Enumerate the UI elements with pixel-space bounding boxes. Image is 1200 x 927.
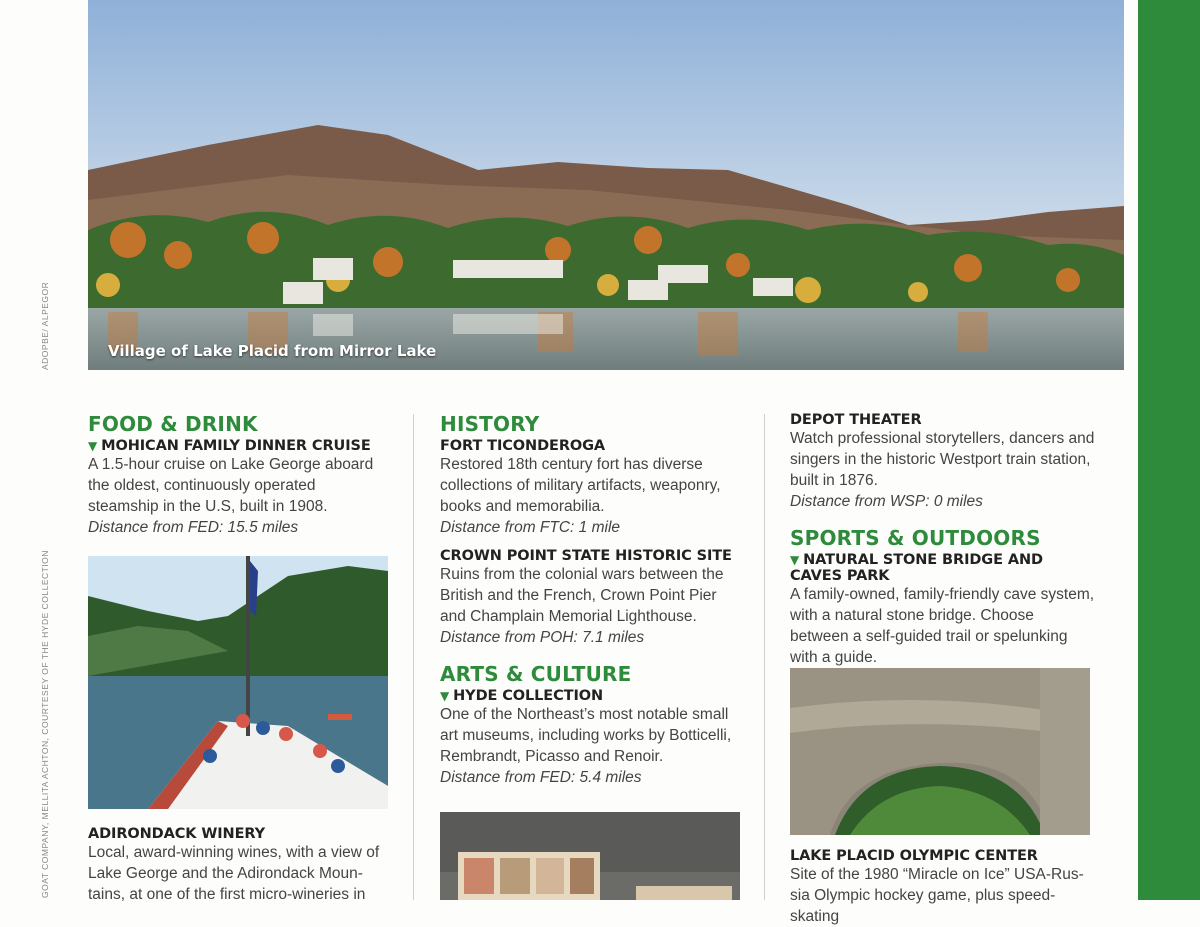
item-title: ADIRONDACK WINERY (88, 826, 266, 842)
column-food-drink (88, 412, 388, 538)
item-description: A family-owned, family-friendly cave system, with a natural stone bridge. Choose between a self-guided trail or spelunking with a guide. (790, 586, 1095, 666)
stone-bridge-cave-photo (790, 668, 1090, 835)
item-title: LAKE PLACID OLYMPIC CENTER (790, 848, 1038, 864)
column-divider (764, 414, 765, 900)
section-heading: FOOD & DRINK (88, 412, 258, 436)
photo-credit-top: ADOPBE/ ALPEGOR (40, 281, 50, 370)
item-description: One of the Northeast’s most notable small art museums, including works by Botticelli, Rembrandt, Picasso and Renoir. (440, 706, 732, 765)
item-title: FORT TICONDEROGA (440, 438, 606, 454)
green-side-bar (1138, 0, 1200, 900)
triangle-bullet-icon: ▼ (88, 439, 98, 453)
item-description: Restored 18th century fort has diverse collections of military artifacts, weaponry, books and memorabilia. (440, 456, 721, 515)
item-title: CROWN POINT STATE HISTORIC SITE (440, 548, 732, 564)
hyde-collection-photo (440, 812, 740, 900)
column-history (440, 412, 740, 788)
section-heading: SPORTS & OUTDOORS (790, 526, 1041, 550)
column-divider (413, 414, 414, 900)
item-title: ▼ MOHICAN FAMILY DINNER CRUISE (88, 438, 371, 454)
column-depot-sports (790, 412, 1095, 689)
item-distance: Distance from WSP: 0 miles (790, 493, 983, 510)
triangle-bullet-icon: ▼ (790, 553, 800, 567)
hero-photo-lake-placid (88, 0, 1124, 370)
triangle-bullet-icon: ▼ (440, 689, 450, 703)
adirondack-winery-block (88, 826, 388, 905)
item-title: ▼ NATURAL STONE BRIDGE AND CAVES PARK (790, 552, 1043, 584)
item-description: Watch professional storytellers, dancers and singers in the historic Westport train station, built in 1876. (790, 430, 1095, 489)
section-heading: ARTS & CULTURE (440, 662, 632, 686)
item-description: Site of the 1980 “Miracle on Ice” USA-Rus-sia Olympic hockey game, plus speed-skating (790, 866, 1084, 925)
section-heading: HISTORY (440, 412, 540, 436)
olympic-center-block (790, 848, 1095, 927)
photo-credit-bottom: GOAT COMPANY, MELLITA ACHTON, COURTESEY OF THE HYDE COLLECTION (40, 550, 50, 898)
item-description: A 1.5-hour cruise on Lake George aboard the oldest, continuously operated steamship in the U.S, built in 1908. (88, 456, 374, 515)
item-description: Local, award-winning wines, with a view of Lake George and the Adirondack Moun-tains, at one of the first micro-wineries in (88, 844, 380, 903)
item-distance: Distance from POH: 7.1 miles (440, 629, 645, 646)
item-title: ▼ HYDE COLLECTION (440, 688, 604, 704)
item-title: DEPOT THEATER (790, 412, 922, 428)
item-distance: Distance from FTC: 1 mile (440, 519, 621, 536)
cruise-boat-photo (88, 556, 388, 809)
item-distance: Distance from FED: 15.5 miles (88, 519, 299, 536)
item-distance: Distance from FED: 5.4 miles (440, 769, 642, 786)
item-description: Ruins from the colonial wars between the British and the French, Crown Point Pier and Champlain Memorial Lighthouse. (440, 566, 724, 625)
hero-caption: Village of Lake Placid from Mirror Lake (108, 342, 437, 360)
